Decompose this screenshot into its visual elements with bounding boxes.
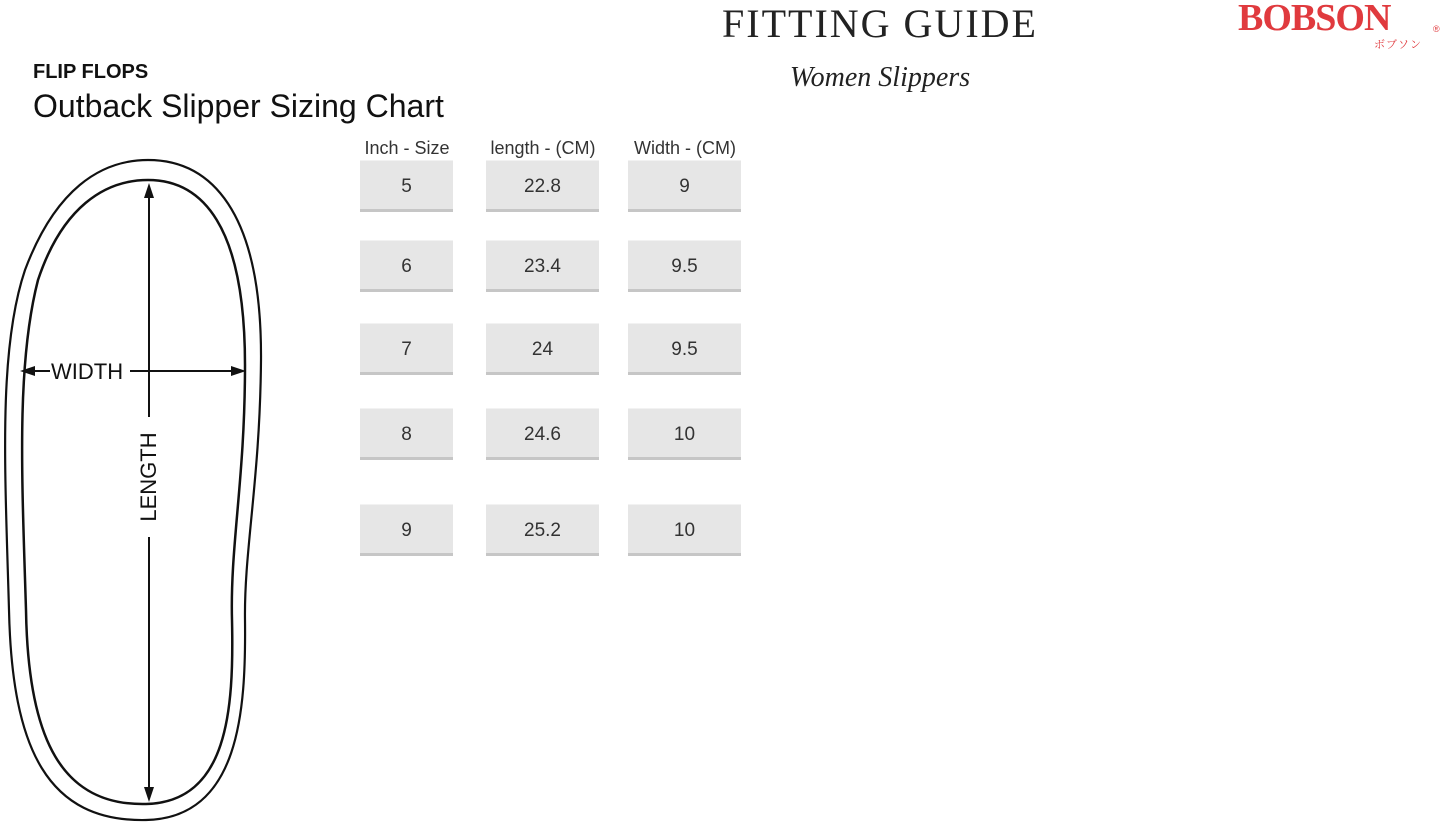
size-cell: 9 — [360, 504, 453, 556]
length-cell: 24.6 — [486, 408, 599, 460]
width-cell: 9 — [628, 160, 741, 212]
guide-subtitle: Women Slippers — [789, 62, 971, 93]
width-cell: 9.5 — [628, 323, 741, 375]
length-arrow-bottom-icon — [144, 787, 154, 802]
length-cell: 22.8 — [486, 160, 599, 212]
column-header-size: Inch - Size — [364, 138, 450, 158]
length-cell: 23.4 — [486, 240, 599, 292]
brand-katakana: ボブソン — [1374, 38, 1422, 51]
brand-registered-mark: ® — [1433, 24, 1440, 34]
slipper-outer-outline — [5, 160, 261, 820]
length-label: LENGTH — [136, 417, 162, 537]
fitting-guide-title: FITTING GUIDE — [722, 1, 1038, 46]
width-label: WIDTH — [51, 359, 124, 384]
width-cell: 10 — [628, 408, 741, 460]
width-cell: 10 — [628, 504, 741, 556]
length-arrow-top-icon — [144, 183, 154, 198]
column-header-width: Width - (CM) — [634, 138, 736, 158]
length-cell: 24 — [486, 323, 599, 375]
sizing-chart-title: Outback Slipper Sizing Chart — [33, 88, 444, 124]
size-cell: 7 — [360, 323, 453, 375]
width-arrow-left-icon — [20, 366, 35, 376]
product-category: FLIP FLOPS — [33, 61, 149, 83]
size-cell: 8 — [360, 408, 453, 460]
column-header-length: length - (CM) — [490, 138, 596, 158]
size-cell: 5 — [360, 160, 453, 212]
brand-logo: BOBSON — [1238, 0, 1391, 39]
width-cell: 9.5 — [628, 240, 741, 292]
slipper-inner-outline — [22, 180, 245, 804]
length-cell: 25.2 — [486, 504, 599, 556]
size-cell: 6 — [360, 240, 453, 292]
